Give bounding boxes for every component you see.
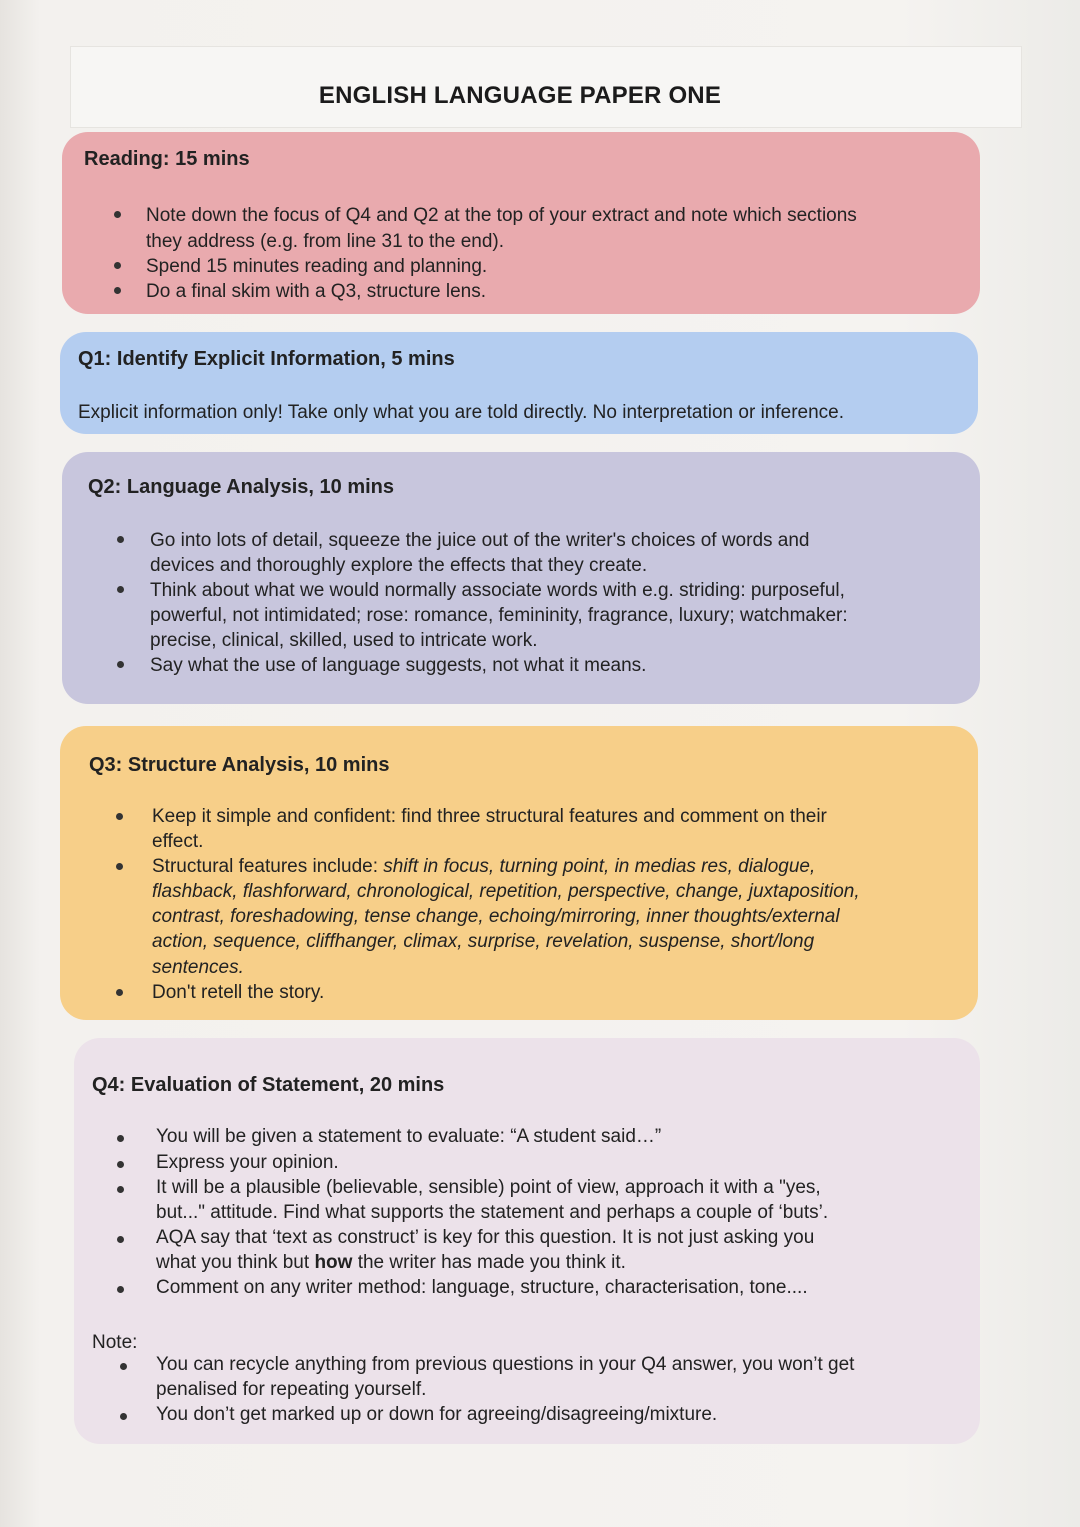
bullet	[117, 1286, 124, 1293]
reading-line: Spend 15 minutes reading and planning.	[146, 256, 488, 277]
q3-features-label: Structural features include:	[152, 856, 384, 877]
q4-line: but..." attitude. Find what supports the statement and perhaps a couple of ‘buts’.	[156, 1202, 829, 1223]
q4-line: AQA say that ‘text as construct’ is key for this question. It is not just asking you	[156, 1227, 815, 1248]
q3-features-list: contrast, foreshadowing, tense change, echoing/mirroring, inner thoughts/external	[152, 906, 840, 927]
q3-line	[152, 854, 815, 879]
q3-features-list: sentences.	[152, 957, 244, 978]
page-title: ENGLISH LANGUAGE PAPER ONE	[318, 82, 722, 109]
bullet	[114, 262, 121, 269]
q3-line: Keep it simple and confident: find three structural features and comment on their	[152, 806, 827, 827]
q2-line: devices and thoroughly explore the effects that they create.	[150, 555, 648, 576]
q4-note-label: Note:	[92, 1332, 138, 1353]
bullet	[117, 1236, 124, 1243]
q4-text: what you think but	[156, 1252, 315, 1273]
bullet	[117, 661, 124, 668]
q1-heading: Q1: Identify Explicit Information, 5 mins	[78, 348, 455, 370]
q3-line	[152, 955, 244, 980]
bullet	[114, 211, 121, 218]
q4-note-line: You don’t get marked up or down for agreeing/disagreeing/mixture.	[156, 1404, 718, 1425]
q1-body: Explicit information only! Take only what you are told directly. No interpretation or inference.	[78, 402, 845, 423]
bullet	[116, 863, 123, 870]
q4-emphasis: how	[314, 1252, 353, 1273]
q3-line	[152, 929, 814, 954]
q4-line: Express your opinion.	[156, 1152, 339, 1173]
q3-line: Don't retell the story.	[152, 982, 325, 1003]
bullet	[117, 1135, 124, 1142]
q4-note-line: You can recycle anything from previous questions in your Q4 answer, you won’t get	[156, 1354, 855, 1375]
bullet	[117, 1186, 124, 1193]
q4-line: You will be given a statement to evaluate: “A student said…”	[156, 1126, 662, 1147]
q4-note-line: penalised for repeating yourself.	[156, 1379, 427, 1400]
reading-line: Note down the focus of Q4 and Q2 at the top of your extract and note which sections	[146, 205, 857, 226]
bullet	[120, 1363, 127, 1370]
q4-line: It will be a plausible (believable, sensible) point of view, approach it with a "yes,	[156, 1177, 821, 1198]
bullet	[116, 813, 123, 820]
bullet	[114, 287, 121, 294]
q3-line	[152, 879, 860, 904]
q4-line: Comment on any writer method: language, structure, characterisation, tone....	[156, 1277, 808, 1298]
reading-heading: Reading: 15 mins	[84, 148, 250, 170]
q2-line: Say what the use of language suggests, not what it means.	[150, 655, 647, 676]
q4-heading: Q4: Evaluation of Statement, 20 mins	[92, 1074, 445, 1096]
q4-text: the writer has made you think it.	[352, 1252, 626, 1273]
q2-line: powerful, not intimidated; rose: romance, femininity, fragrance, luxury; watchmaker:	[150, 605, 848, 626]
q4-line	[156, 1250, 626, 1275]
q2-heading: Q2: Language Analysis, 10 mins	[88, 476, 395, 498]
q3-heading: Q3: Structure Analysis, 10 mins	[89, 754, 390, 776]
q3-features-list: shift in focus, turning point, in medias res, dialogue,	[383, 856, 816, 877]
q2-line: Go into lots of detail, squeeze the juice out of the writer's choices of words and	[150, 530, 810, 551]
q3-line: effect.	[152, 831, 204, 852]
bullet	[120, 1413, 127, 1420]
q3-features-list: action, sequence, cliffhanger, climax, surprise, revelation, suspense, short/long	[152, 931, 815, 952]
bullet	[117, 1161, 124, 1168]
q2-line: precise, clinical, skilled, used to intricate work.	[150, 630, 538, 651]
reading-line: Do a final skim with a Q3, structure lens.	[146, 281, 487, 302]
bullet	[117, 586, 124, 593]
q2-line: Think about what we would normally associate words with e.g. striding: purposeful,	[150, 580, 845, 601]
q3-features-list: flashback, flashforward, chronological, repetition, perspective, change, juxtaposition,	[152, 881, 860, 902]
bullet	[117, 536, 124, 543]
bullet	[116, 989, 123, 996]
q3-line	[152, 904, 840, 929]
reading-line: they address (e.g. from line 31 to the end).	[146, 231, 505, 252]
